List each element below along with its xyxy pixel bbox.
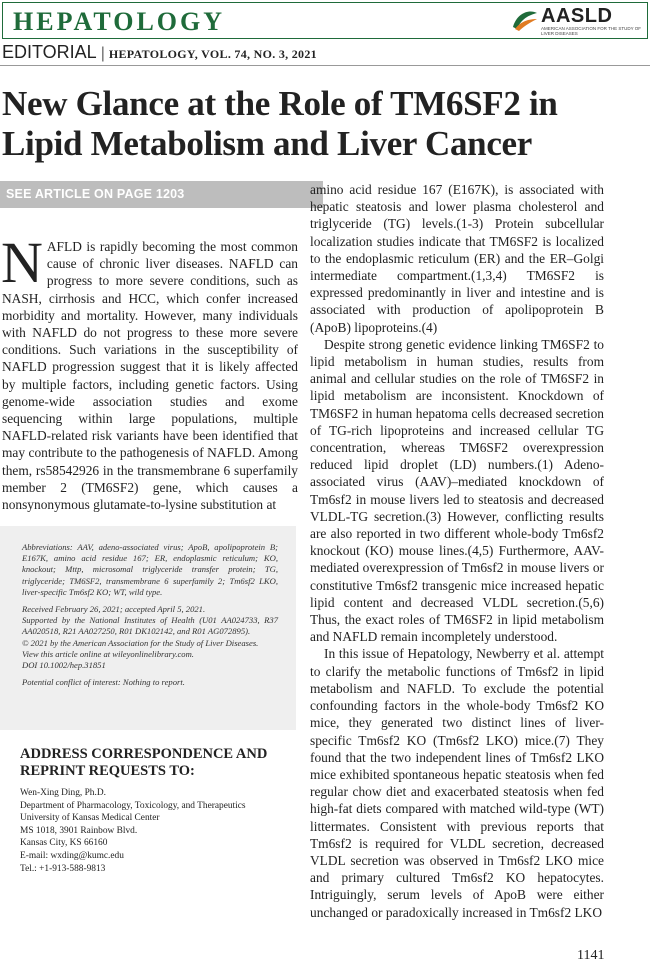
article-header <box>2 42 317 63</box>
copyright: © 2021 by the American Association for the Study of Liver Diseases. <box>22 637 259 648</box>
aasld-logo <box>511 5 641 37</box>
author-email[interactable]: E-mail: wxding@kumc.edu <box>20 850 124 861</box>
abbreviations: Abbreviations: AAV, adeno-associated virus; ApoB, apolipoprotein B; E167K, amino acid residue 167; ER, endoplasmic reticulum; KO, knockout; Mttp, microsomal triglyceride transfer protein; TG, triglyceride; TM6SF2, transmembrane 6 superfamily 2; Tm6sf2 LKO, liver-specific Tm6sf2 KO; WT, wild type. <box>22 542 278 597</box>
doi[interactable]: DOI 10.1002/hep.31851 <box>22 660 106 671</box>
drop-cap: N <box>1 230 43 295</box>
author-name: Wen-Xing Ding, Ph.D. <box>20 788 106 798</box>
correspondence-details <box>20 787 300 875</box>
journal-reference: HEPATOLOGY, VOL. 74, NO. 3, 2021 <box>108 47 317 61</box>
intro-paragraph <box>1 230 298 513</box>
logo-text: AASLD <box>541 5 613 27</box>
header-rule <box>0 65 650 66</box>
author-department: Department of Pharmacology, Toxicology, and Therapeutics <box>20 800 246 811</box>
author-institution: University of Kansas Medical Center <box>20 813 160 824</box>
correspondence-heading: ADDRESS CORRESPONDENCE AND REPRINT REQUESTS TO: <box>20 746 268 779</box>
body-paragraph: In this issue of Hepatology, Newberry et al. attempt to clarify the metabolic functions of Tm6sf2 in lipid metabolism and NAFLD. To exclude the potential confounding factors in the whole-body Tm6sf2 KO mice, they generated two distinct lines of liver-specific Tm6sf2 KO (Tm6sf2 LKO) mice.(7) They found that the two independent lines of Tm6sf2 LKO mice exhibited spontaneous hepatic steatosis when fed regular chow diet and exacerbated steatosis when fed high-fat diets compared with matched wild-type (WT) littermates. Consistent with previous reports that Tm6sf2 is required for VLDL secretion, decreased VLDL secretion was observed in Tm6sf2 LKO mice and primary cultured Tm6sf2 KO hepatocytes. Intriguingly, serum levels of ApoB were either unchanged or paradoxically increased in Tm6sf2 LKO <box>310 646 604 920</box>
conflict-statement: Potential conflict of interest: Nothing to report. <box>22 677 185 688</box>
see-article-link[interactable]: SEE ARTICLE ON PAGE 1203 <box>6 187 185 201</box>
online-link[interactable]: View this article online at wileyonlinelibrary.com. <box>22 648 194 659</box>
header-separator: | <box>100 45 105 62</box>
left-column <box>1 230 298 513</box>
funding: Supported by the National Institutes of Health (U01 AA024733, R37 AA020518, R21 AA027250, R01 DK102142, and R01 AG072895). <box>22 615 278 637</box>
page-number: 1141 <box>577 948 605 963</box>
right-column <box>310 181 604 921</box>
received-date: Received February 26, 2021; accepted April 5, 2021. <box>22 604 206 615</box>
address-line-1: MS 1018, 3901 Rainbow Blvd. <box>20 825 138 836</box>
author-phone: Tel.: +1-913-588-9813 <box>20 863 106 874</box>
journal-masthead <box>2 2 648 39</box>
aasld-logo-icon <box>511 7 539 33</box>
logo-subtitle: AMERICAN ASSOCIATION FOR THE STUDY OF LIVER DISEASES <box>541 26 642 36</box>
section-label: EDITORIAL <box>2 42 97 62</box>
journal-name: HEPATOLOGY <box>13 7 226 36</box>
footnotes <box>22 542 278 688</box>
intro-text: AFLD is rapidly becoming the most common cause of chronic liver diseases. NAFLD can progress to more severe conditions, such as NASH, cirrhosis and HCC, which confer increased morbidity and mortality. However, many individuals with NAFLD do not progress to these more severe conditions. Such variations in the susceptibility of NAFLD progression suggest that it is likely affected by multiple factors, including genetic factors. Using genome-wide association studies and exome sequencing within large populations, multiple NAFLD-related risk variants have been identified that may contribute to the pathogenesis of NAFLD. Among them, rs58542926 in the transmembrane 6 superfamily member 2 (TM6SF2) gene, which causes a nonsynonymous glutamate-to-lysine substitution at <box>2 239 298 513</box>
article-title: New Glance at the Role of TM6SF2 in Lipid Metabolism and Liver Cancer <box>2 84 558 163</box>
address-line-2: Kansas City, KS 66160 <box>20 838 108 849</box>
body-paragraph: amino acid residue 167 (E167K), is associated with hepatic steatosis and lower plasma cholesterol and triglyceride (TG) levels.(1-3) Protein subcellular localization studies indicate that TM6SF2 is localized to the endoplasmic reticulum (ER) and the ER–Golgi intermediate compartment.(1,3,4) TM6SF2 is expressed predominantly in liver and intestine and is associated with production of apolipoprotein B (ApoB) lipoproteins.(4) <box>310 182 604 335</box>
see-article-banner[interactable] <box>0 181 323 208</box>
body-paragraph: Despite strong genetic evidence linking TM6SF2 to lipid metabolism in human studies, results from animal and cellular studies on the role of TM6SF2 in lipid metabolism are inconsistent. Knockdown of TM6SF2 in human hepatoma cells decreased secretion of TG-rich lipoproteins and increased cellular TG concentration, whereas TM6SF2 overexpression reduced lipid droplet (LD) numbers.(1) Adeno-associated virus (AAV)–mediated knockdown of Tm6sf2 in mouse livers led to steatosis and decreased VLDL-TG secretion.(3) However, conflicting results are also reported in two different whole-body Tm6sf2 knockout (KO) mouse lines.(4,5) Furthermore, AAV-mediated overexpression of Tm6sf2 in mouse livers or constitutive Tm6sf2 transgenic mice increased hepatic lipid content and decreased VLDL secretion.(5,6) Thus, the exact roles of TM6SF2 in lipid metabolism and NAFLD remain incompletely understood. <box>310 336 604 645</box>
